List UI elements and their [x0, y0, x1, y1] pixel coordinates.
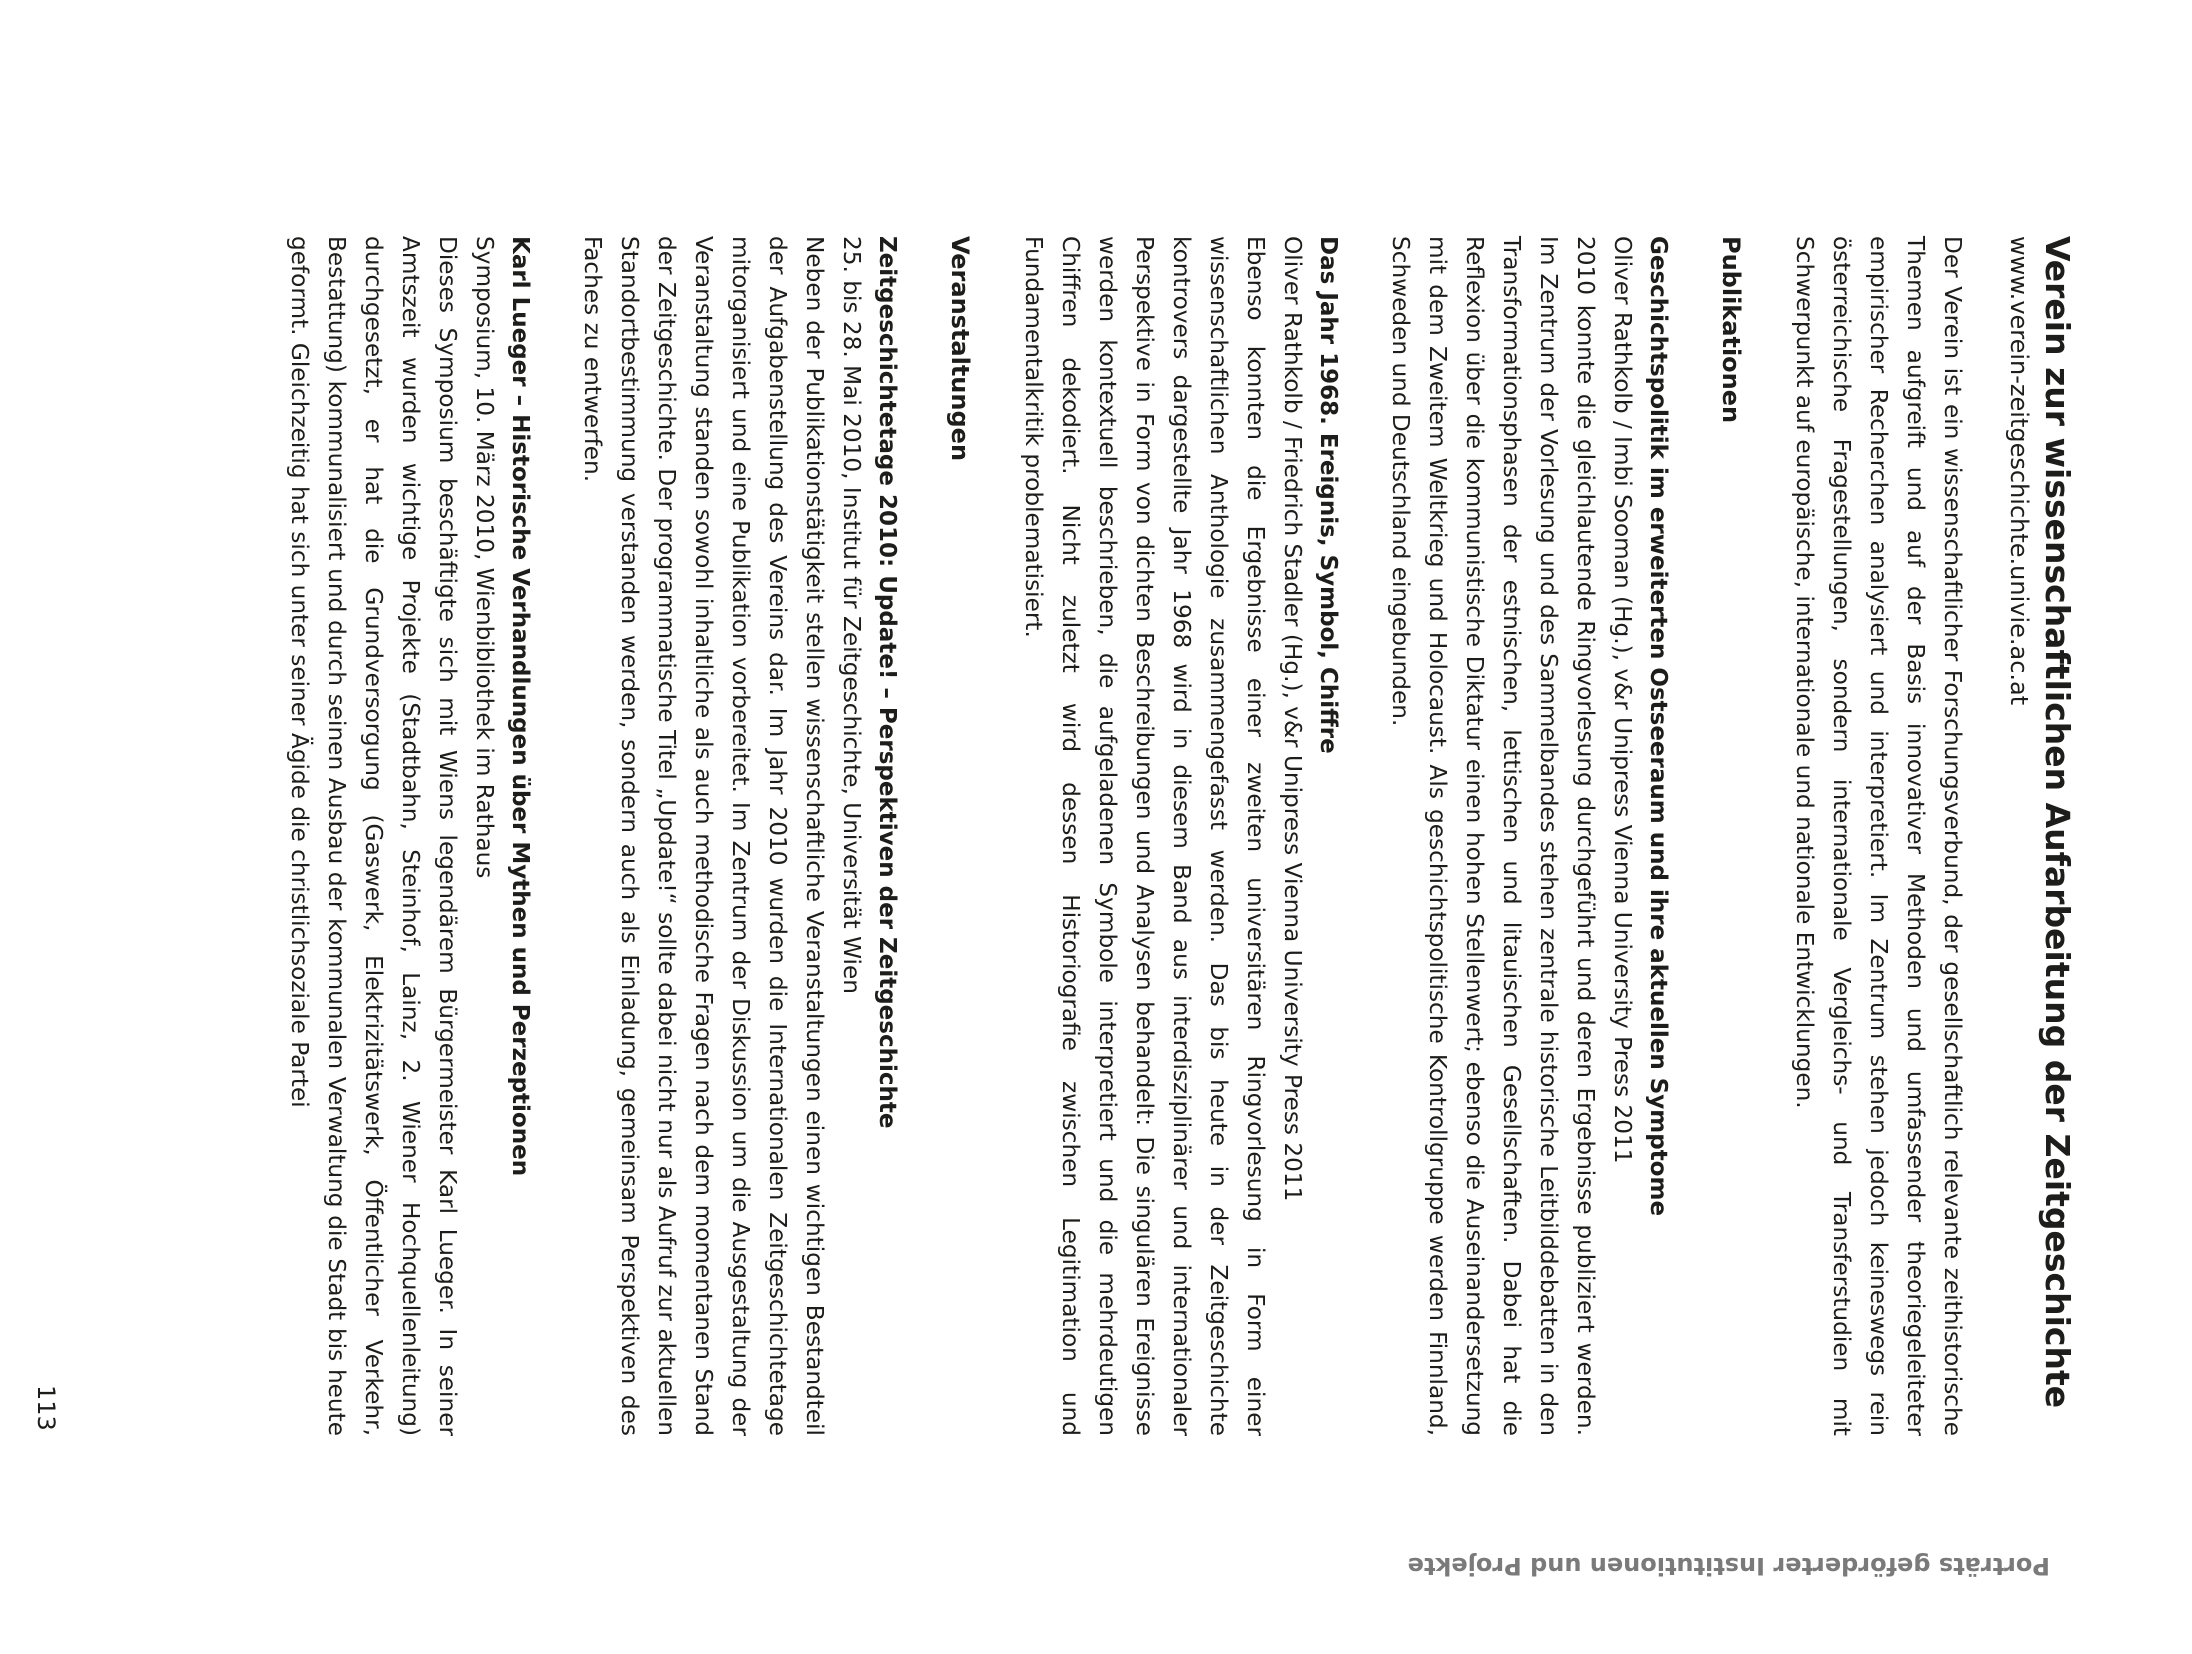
- events-heading: Veranstaltungen: [946, 236, 974, 462]
- publication-title: Geschichtspolitik im erweiterten Ostseeraum und ihre aktuellen Symptome: [1645, 236, 1671, 1217]
- publication-item: [1382, 236, 1676, 1436]
- publication-title: Das Jahr 1968. Ereignis, Symbol, Chiffre: [1315, 236, 1341, 754]
- event-meta: 25. bis 28. Mai 2010, Institut für Zeitgeschichte, Universität Wien: [838, 236, 865, 994]
- publication-text: Ebenso konnten die Ergebnisse einer zweiten universitären Ringvorlesung in Form einer wissenschaftlichen Anthologie zusammengefasst werden. Das bis heute in der Zeitgeschichte kontrovers dargestellte Jahr 1968 wird in diesem Band aus interdisziplinärer und internationaler Perspektive in Form von dichten Beschreibungen und Analysen behandelt: Die singulären Ereignisse werden kontextuell beschrieben, die aufgeladenen Symbole interpretiert und die mehrdeutigen Chiffren dekodiert. Nicht zuletzt wird dessen Historiografie zwischen Legitimation und Fundamentalkritik problematisiert.: [1020, 236, 1269, 1436]
- publication-meta: Oliver Rathkolb / Friedrich Stadler (Hg.), v&r Unipress Vienna University Press 2011: [1279, 236, 1306, 1202]
- page-title: Verein zur wissenschaftlichen Aufarbeitung der Zeitgeschichte: [2038, 236, 2077, 1409]
- publication-text: 2010 konnte die gleichlautende Ringvorlesung durchgeführt und deren Ergebnisse publiziert werden. Im Zentrum der Vorlesung und des Sammelbandes stehen zentrale historische Leitbilddebatten in den Transformationsphasen der estnischen, lettischen und litauischen Gesellschaften. Dabei hat die Reflexion über die kommunistische Diktatur einen hohen Stellenwert; ebenso die Auseinandersetzung mit dem Zweitem Weltkrieg und Holocaust. Als geschichtspolitische Kontrollgruppe werden Finnland, Schweden und Deutschland eingebunden.: [1387, 236, 1599, 1436]
- event-item: [574, 236, 905, 1436]
- event-title: Zeitgeschichtetage 2010: Update! – Perspektiven der Zeitgeschichte: [874, 236, 900, 1129]
- event-meta: Symposium, 10. März 2010, Wienbibliothek im Rathaus: [471, 236, 498, 879]
- publication-meta: Oliver Rathkolb / Imbi Sooman (Hg.), v&r Unipress Vienna University Press 2011: [1609, 236, 1636, 1164]
- publication-item: [1015, 236, 1346, 1436]
- page-body: [245, 236, 2077, 1436]
- event-title: Karl Lueger – Historische Verhandlungen über Mythen und Perzeptionen: [507, 236, 533, 1177]
- running-head: Porträts geförderter Institutionen und Projekte: [1407, 1552, 2050, 1580]
- website-url[interactable]: www.verein-zeitgeschichte.univie.ac.at: [2005, 236, 2033, 706]
- page-number: 113: [32, 1385, 60, 1431]
- intro-paragraph: Der Verein ist ein wissenschaftlicher Forschungsverbund, der gesellschaftlich relevante zeithistorische Themen aufgreift und auf der Basis innovativer Methoden und umfassender theoriegeleiteter empirischer Recherchen analysiert und interpretiert. Im Zentrum stehen jedoch keineswegs rein österreichische Fragestellungen, sondern internationale Vergleichs- und Transferstudien mit Schwerpunkt auf europäische, internationale und nationale Entwicklungen.: [1791, 236, 1966, 1436]
- publications-heading: Publikationen: [1717, 236, 1745, 424]
- event-text: Dieses Symposium beschäftigte sich mit Wiens legendärem Bürgermeister Karl Lueger. In seiner Amtszeit wurden wichtige Projekte (Stadtbahn, Steinhof, Lainz, 2. Wiener Hochquellenleitung) durchgesetzt, er hat die Grundversorgung (Gaswerk, Elektrizitätswerk, Öffentlicher Verkehr, Bestattung) kommunalisiert und durch seinen Ausbau der kommunalen Verwaltung die Stadt bis heute geformt. Gleichzeitig hat sich unter seiner Ägide die christlichsoziale Partei: [286, 236, 461, 1436]
- event-item: [281, 236, 538, 1436]
- event-text: Neben der Publikationstätigkeit stellen wissenschaftliche Veranstaltungen einen wichtigen Bestandteil der Aufgabenstellung des Vereins dar. Im Jahr 2010 wurden die Internationalen Zeitgeschichtetage mitorganisiert und eine Publikation vorbereitet. Im Zentrum der Diskussion um die Ausgestaltung der Veranstaltung standen sowohl inhaltliche als auch methodische Fragen nach dem momentanen Stand der Zeitgeschichte. Der programmatische Titel „Update!“ sollte dabei nicht nur als Aufruf zur aktuellen Standortbestimmung verstanden werden, sondern auch als Einladung, gemeinsam Perspektiven des Faches zu entwerfen.: [579, 236, 828, 1436]
